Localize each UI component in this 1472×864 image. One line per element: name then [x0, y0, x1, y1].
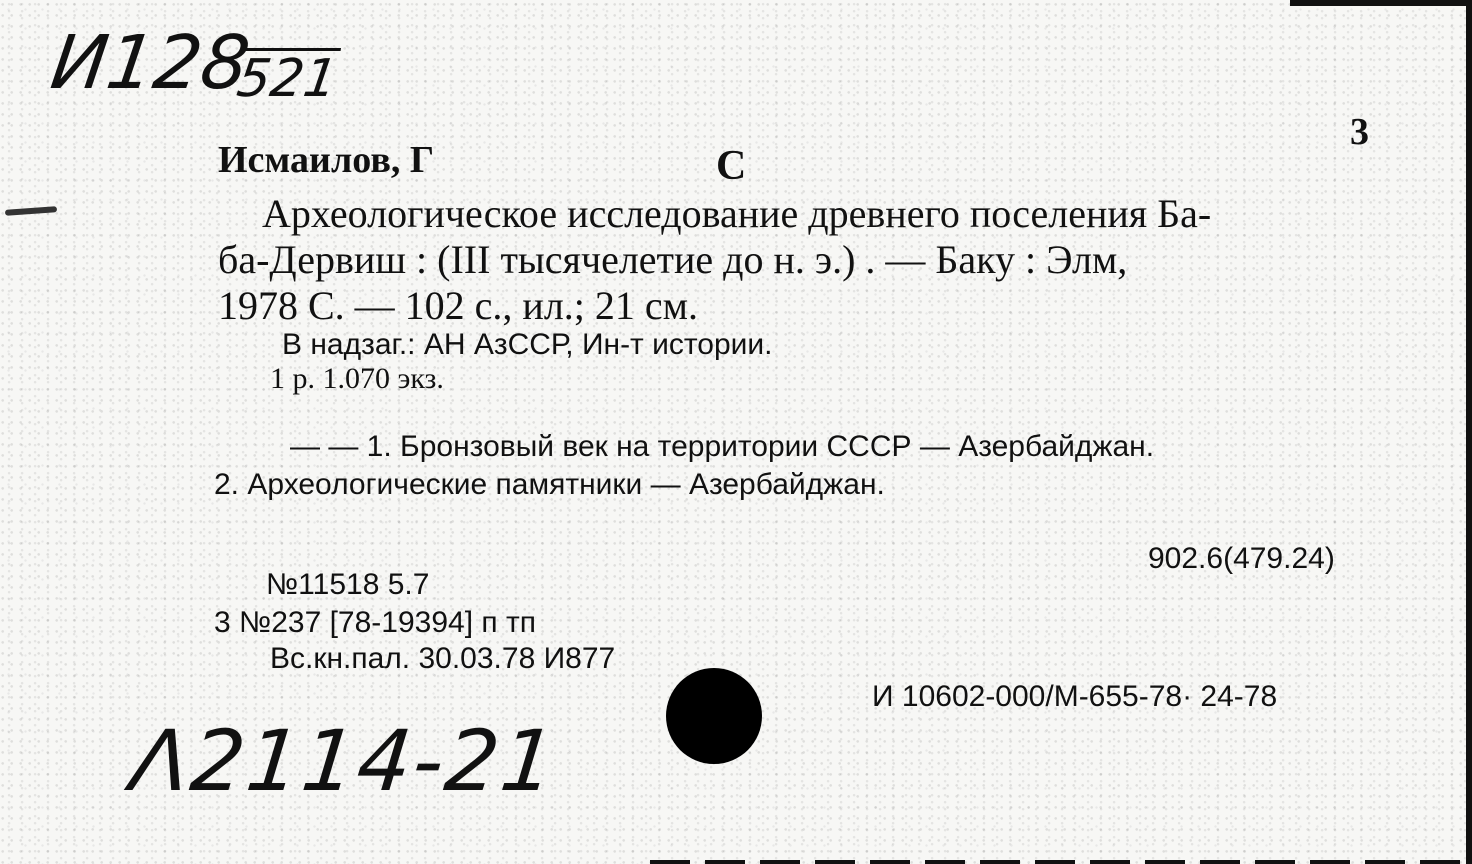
- handwritten-call-number-sub: 521: [233, 49, 342, 109]
- author-initial: С: [716, 143, 747, 189]
- corner-number: 3: [1350, 111, 1369, 153]
- card-border-top: [1290, 0, 1472, 6]
- order-line: 3 №237 [78-19394] п тп: [214, 606, 536, 639]
- title-line-1: Археологическое исследование древнего поселения Ба-: [262, 191, 1212, 236]
- subject-line-2: 2. Археологические памятники — Азербайджан.: [214, 468, 885, 501]
- ink-smudge: [5, 206, 57, 216]
- punch-hole: [666, 668, 762, 764]
- handwritten-call-number: И128: [45, 20, 255, 106]
- classification-code: 902.6(479.24): [1148, 542, 1335, 575]
- card-border-bottom: [650, 860, 1472, 864]
- card-border-right: [1466, 0, 1472, 864]
- subject-line-1: — — 1. Бронзовый век на территории СССР — Азербайджан.: [290, 430, 1155, 463]
- title-line-2: ба-Дервиш : (III тысячелетие до н. э.) . — Баку : Элм,: [218, 237, 1128, 282]
- title-line-3: 1978 С. — 102 с., ил.; 21 см.: [218, 283, 698, 328]
- note-price: 1 р. 1.070 экз.: [270, 362, 444, 395]
- index-line: И 10602-000/М-655-78· 24-78: [872, 680, 1278, 713]
- author-name: Исмаилов, Г: [218, 139, 435, 181]
- note-institution: В надзаг.: АН АзССР, Ин-т истории.: [282, 328, 773, 361]
- record-number: №11518 5.7: [266, 568, 430, 601]
- book-chamber-line: Вс.кн.пал. 30.03.78 И877: [270, 642, 616, 675]
- handwritten-inventory-number: Λ2114-21: [126, 712, 562, 810]
